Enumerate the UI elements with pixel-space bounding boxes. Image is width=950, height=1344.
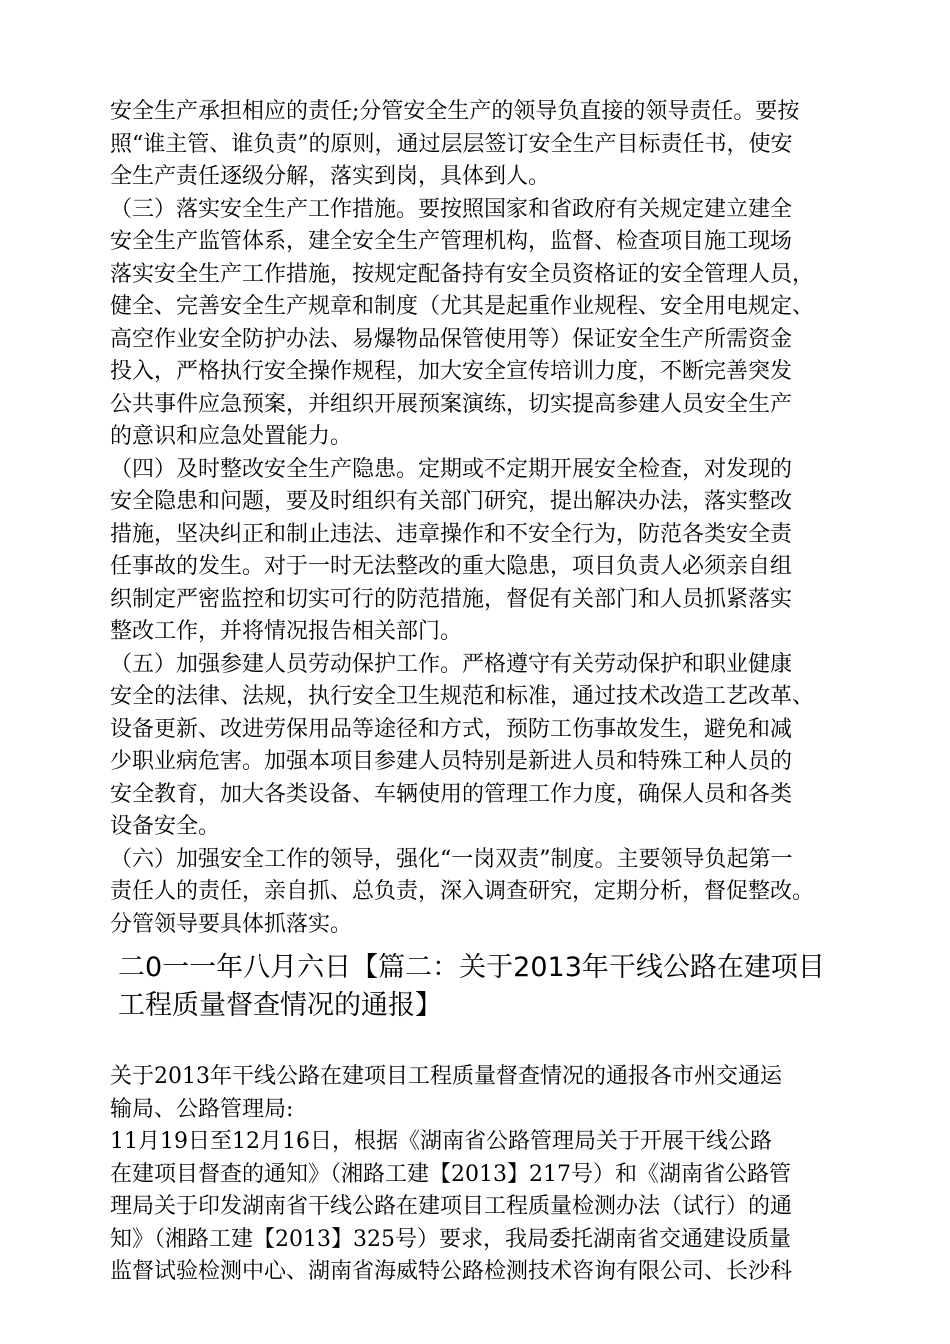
- text-line: （三）落实安全生产工作措施。要按照国家和省政府有关规定建立建全: [110, 196, 793, 222]
- text-line: 少职业病危害。加强本项目参建人员特别是新进人员和特殊工种人员的: [110, 749, 793, 774]
- text-line: 责任人的责任，亲自抓、总负责，深入调查研究，定期分析，督促整改。: [110, 879, 815, 904]
- text-line: 知》（湘路工建【2013】325号）要求，我局委托湖南省交通建设质量: [110, 1226, 791, 1252]
- text-line: 健全、完善安全生产规章和制度（尤其是起重作业规程、安全用电规定、: [110, 294, 815, 319]
- text-line: 织制定严密监控和切实可行的防范措施，督促有关部门和人员抓紧落实: [110, 586, 793, 612]
- text-line: 安全生产承担相应的责任;分管安全生产的领导负直接的领导责任。要按: [110, 99, 800, 124]
- text-line: （四）及时整改安全生产隐患。定期或不定期开展安全检查，对发现的: [110, 456, 793, 482]
- spacer: [110, 1025, 850, 1061]
- text-line: 11月19日至12月16日，根据《湖南省公路管理局关于开展干线公路: [110, 1129, 772, 1154]
- paragraph-leadership: [110, 844, 850, 942]
- heading-line: 工程质量督查情况的通报】: [118, 990, 442, 1021]
- paragraph-responsibility: [110, 96, 850, 194]
- document-page: [110, 96, 850, 1289]
- text-line: 设备安全。: [110, 814, 221, 839]
- text-line: 全生产责任逐级分解，落实到岗，具体到人。: [110, 164, 551, 189]
- text-line: 任事故的发生。对于一时无法整改的重大隐患，项目负责人必须亲自组: [110, 554, 793, 579]
- text-line: 措施，坚决纠正和制止违法、违章操作和不安全行为，防范各类安全责: [110, 521, 793, 547]
- text-line: 安全教育，加大各类设备、车辆使用的管理工作力度，确保人员和各类: [110, 781, 793, 807]
- text-line: 安全的法律、法规，执行安全卫生规范和标准，通过技术改造工艺改革、: [110, 684, 815, 709]
- text-line: 在建项目督查的通知》（湘路工建【2013】217号）和《湖南省公路管: [110, 1161, 791, 1187]
- paragraph-notice-intro: [110, 1061, 850, 1126]
- text-line: 安全隐患和问题，要及时组织有关部门研究，提出解决办法，落实整改: [110, 489, 793, 514]
- paragraph-hazard-rectification: [110, 454, 850, 649]
- paragraph-notice-body: [110, 1126, 850, 1289]
- text-line: 理局关于印发湖南省干线公路在建项目工程质量检测办法（试行）的通: [110, 1194, 793, 1219]
- text-line: 高空作业安全防护办法、易爆物品保管使用等）保证安全生产所需资金: [110, 326, 793, 352]
- text-line: 设备更新、改进劳保用品等途径和方式，预防工伤事故发生，避免和减: [110, 716, 793, 742]
- text-line: 落实安全生产工作措施，按规定配备持有安全员资格证的安全管理人员，: [110, 261, 815, 287]
- section-heading: [118, 949, 850, 1025]
- text-line: 监督试验检测中心、湖南省海威特公路检测技术咨询有限公司、长沙科: [110, 1259, 793, 1284]
- text-line: 公共事件应急预案，并组织开展预案演练，切实提高参建人员安全生产: [110, 391, 793, 417]
- text-line: 的意识和应急处置能力。: [110, 424, 353, 449]
- text-line: 输局、公路管理局:: [110, 1096, 294, 1122]
- text-line: 安全生产监管体系，建全安全生产管理机构，监督、检查项目施工现场: [110, 229, 793, 254]
- text-line: 整改工作，并将情况报告相关部门。: [110, 619, 463, 644]
- text-line: 照“谁主管、谁负责”的原则，通过层层签订安全生产目标责任书，使安: [110, 131, 793, 157]
- text-line: 关于2013年干线公路在建项目工程质量督查情况的通报各市州交通运: [110, 1064, 782, 1089]
- text-line: 分管领导要具体抓落实。: [110, 911, 353, 937]
- paragraph-labor-protection: [110, 649, 850, 844]
- heading-line: 二0一一年八月六日【篇二：关于2013年干线公路在建项目: [118, 952, 825, 983]
- paragraph-safety-measures: [110, 194, 850, 454]
- text-line: （六）加强安全工作的领导，强化“一岗双责”制度。主要领导负起第一: [110, 846, 793, 872]
- text-line: （五）加强参建人员劳动保护工作。严格遵守有关劳动保护和职业健康: [110, 651, 793, 677]
- text-line: 投入，严格执行安全操作规程，加大安全宣传培训力度，不断完善突发: [110, 359, 793, 384]
